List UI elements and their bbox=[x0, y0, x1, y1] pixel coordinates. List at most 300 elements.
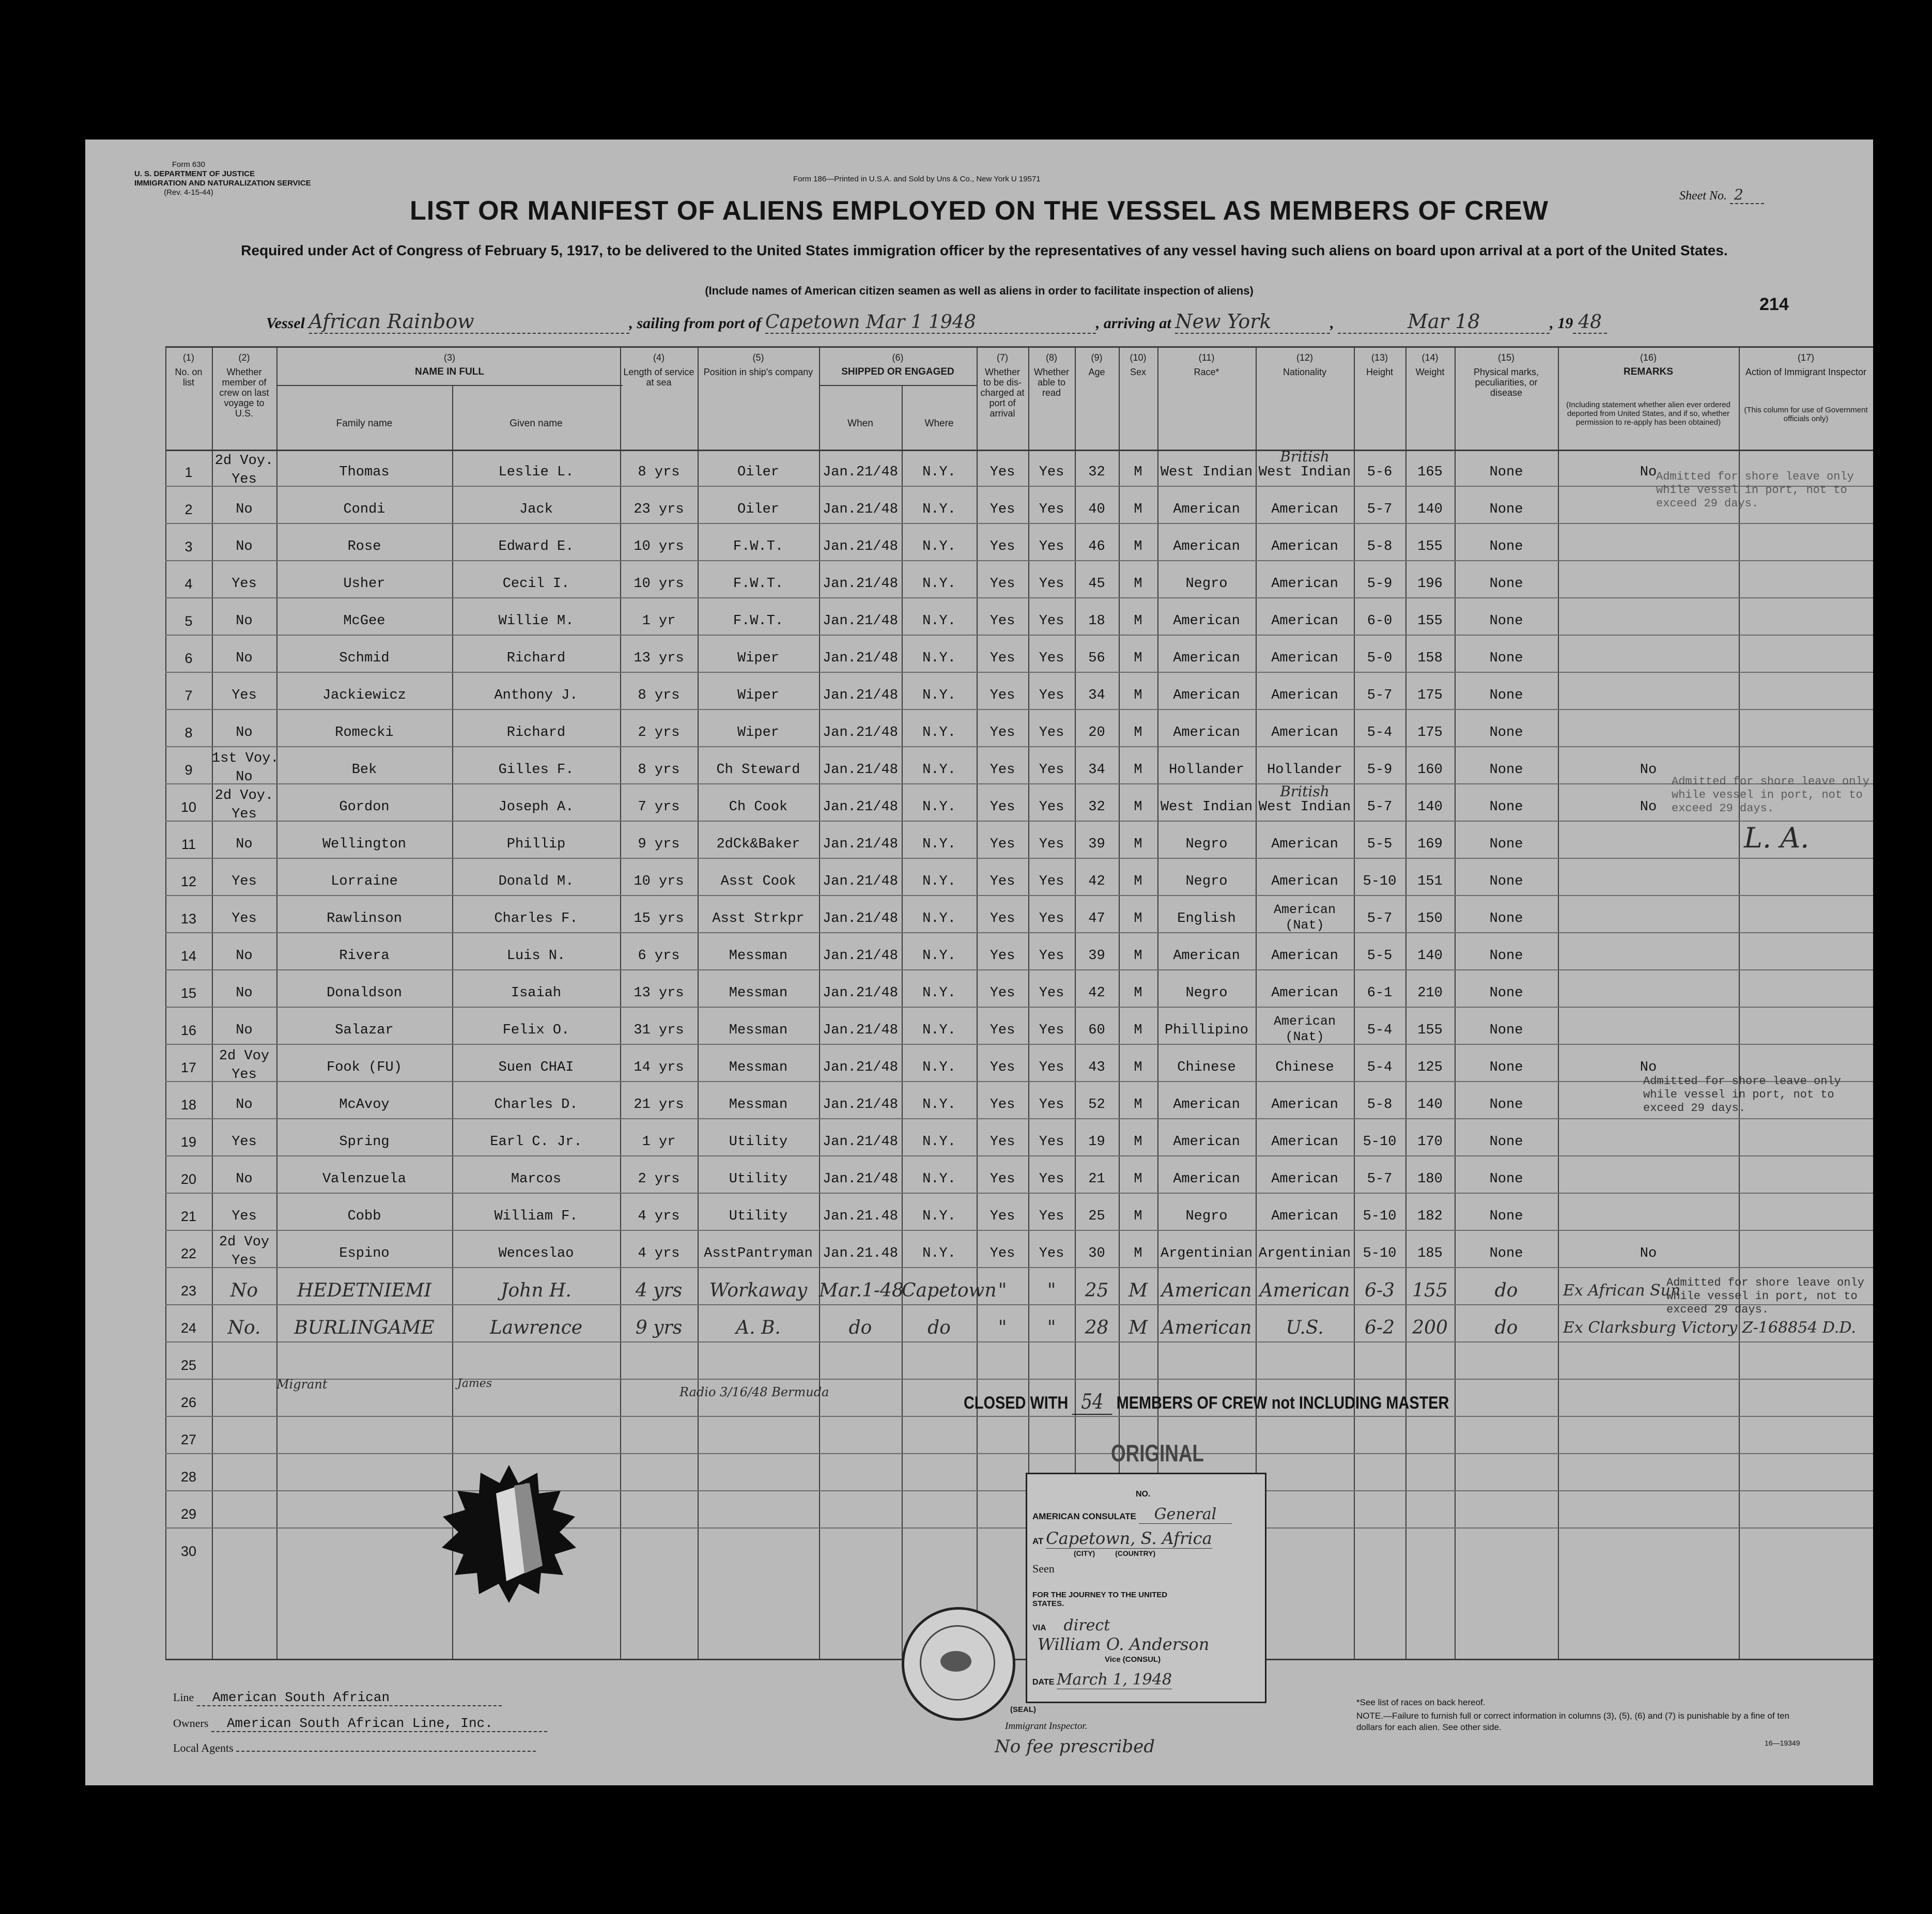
cell-discharged: Yes bbox=[990, 465, 1015, 480]
cell-family-name bbox=[276, 1495, 452, 1533]
cell-age: 47 bbox=[1088, 911, 1105, 927]
cell-age: 25 bbox=[1088, 1209, 1105, 1224]
table-row bbox=[85, 1533, 1873, 1570]
column-number: (15) bbox=[1497, 352, 1514, 363]
cell-position: F.W.T. bbox=[733, 613, 784, 629]
cell-race: Negro bbox=[1185, 985, 1228, 1001]
cell-age: 34 bbox=[1088, 762, 1105, 778]
cell-sex: M bbox=[1134, 911, 1142, 927]
column-label: Height bbox=[1366, 367, 1394, 377]
cell-last-voyage: Yes bbox=[231, 874, 257, 889]
cell-family-name: Salazar bbox=[335, 1023, 394, 1038]
cell-discharged: Yes bbox=[990, 651, 1015, 666]
cell-able-to-read: Yes bbox=[1039, 502, 1064, 517]
cell-position: Oiler bbox=[737, 502, 779, 517]
column-number: (16) bbox=[1640, 352, 1657, 363]
cell-weight: 170 bbox=[1417, 1134, 1443, 1150]
cell-discharged: " bbox=[998, 1317, 1007, 1338]
cell-last-voyage: No. bbox=[227, 1317, 261, 1338]
cell-service-length: 13 yrs bbox=[633, 985, 684, 1001]
cell-row-number: 15 bbox=[180, 985, 197, 1001]
table-row bbox=[85, 1347, 1873, 1384]
cell-position bbox=[698, 1495, 819, 1533]
cell-height: 5-8 bbox=[1367, 1097, 1393, 1113]
cell-physical-marks: None bbox=[1489, 576, 1523, 592]
cell-row-number: 13 bbox=[180, 911, 197, 927]
table-row bbox=[85, 1421, 1873, 1458]
cell-able-to-read: Yes bbox=[1039, 837, 1064, 852]
cell-able-to-read: Yes bbox=[1039, 762, 1064, 778]
include-note: (Include names of American citizen seamen as well as aliens in order to facilitate inspection of aliens) bbox=[705, 284, 1254, 297]
cell-discharged: Yes bbox=[990, 502, 1015, 517]
cell-service-length: 4 yrs bbox=[635, 1280, 683, 1301]
arriving-label: , arriving at bbox=[1095, 315, 1171, 332]
cell-weight: 200 bbox=[1412, 1317, 1448, 1338]
cell-sex: M bbox=[1134, 502, 1142, 517]
row24-given-note: James bbox=[457, 1377, 492, 1390]
stamp-no-label: NO. bbox=[1136, 1490, 1151, 1499]
cell-physical-marks bbox=[1455, 1347, 1558, 1384]
cell-discharged: Yes bbox=[990, 1246, 1015, 1261]
cell-last-voyage: No bbox=[236, 948, 253, 964]
vessel-line: Vessel African Rainbow , sailing from port of Capetown Mar 1 1948 , arriving at New York , Mar 18 , 19 48 bbox=[266, 310, 1607, 334]
cell-shipped-when: Jan.21/48 bbox=[823, 799, 898, 815]
cell-family-name: Valenzuela bbox=[322, 1171, 407, 1187]
department: U. S. DEPARTMENT OF JUSTICE bbox=[134, 169, 255, 178]
cell-shipped-where bbox=[902, 1533, 977, 1570]
table-row bbox=[85, 751, 1873, 789]
cell-physical-marks: None bbox=[1489, 688, 1523, 703]
cell-shipped-when: Jan.21/48 bbox=[823, 688, 898, 703]
cell-shipped-where: N.Y. bbox=[922, 651, 956, 666]
cell-shipped-when: Jan.21/48 bbox=[823, 1097, 898, 1113]
column-number: (14) bbox=[1421, 352, 1439, 363]
cell-family-name: Donaldson bbox=[327, 985, 402, 1001]
original-stamp: ORIGINAL bbox=[1111, 1440, 1204, 1467]
cell-height bbox=[1354, 1421, 1405, 1458]
cell-family-name: Condi bbox=[343, 502, 385, 517]
cell-able-to-read bbox=[1028, 1421, 1075, 1458]
table-row bbox=[85, 1049, 1873, 1086]
cell-row-number: 26 bbox=[180, 1395, 197, 1410]
arriving-value: New York bbox=[1175, 310, 1330, 334]
cell-physical-marks: None bbox=[1489, 1209, 1523, 1224]
closed-with-note bbox=[964, 1390, 1449, 1414]
cell-able-to-read: Yes bbox=[1039, 688, 1064, 703]
cell-weight: 160 bbox=[1417, 762, 1443, 778]
cell-race: American bbox=[1161, 1317, 1252, 1338]
cell-discharged: Yes bbox=[990, 576, 1015, 592]
cell-last-voyage: No bbox=[236, 613, 253, 629]
cell-position: F.W.T. bbox=[733, 576, 784, 592]
cell-shipped-where: N.Y. bbox=[922, 1097, 956, 1113]
ribbon-seal bbox=[437, 1462, 581, 1607]
cell-row-number: 5 bbox=[184, 613, 193, 629]
cell-height: 5-7 bbox=[1367, 688, 1393, 703]
row24-radio-note: Radio 3/16/48 Bermuda bbox=[679, 1385, 829, 1399]
cell-remarks bbox=[1558, 1421, 1739, 1458]
admitted-note-2: Admitted for shore leave only while vessel in port, not to exceed 29 days. bbox=[1672, 775, 1869, 815]
cell-race: American bbox=[1161, 1280, 1252, 1301]
cell-height: 5-4 bbox=[1367, 725, 1393, 740]
cell-position: Ch Cook bbox=[729, 799, 788, 815]
cell-row-number: 4 bbox=[184, 576, 193, 592]
cell-service-length: 6 yrs bbox=[638, 948, 680, 964]
cell-discharged: Yes bbox=[990, 688, 1015, 703]
cell-age: 46 bbox=[1088, 539, 1105, 554]
table-row bbox=[85, 677, 1873, 714]
table-row bbox=[85, 448, 1873, 491]
cell-height: 5-10 bbox=[1363, 1134, 1397, 1150]
cell-row-number: 9 bbox=[184, 762, 193, 778]
cell-shipped-where: N.Y. bbox=[922, 1023, 956, 1038]
cell-service-length: 13 yrs bbox=[633, 651, 684, 666]
journey-label: FOR THE JOURNEY TO THE UNITED STATES. bbox=[1032, 1591, 1168, 1608]
column-number: (11) bbox=[1198, 352, 1215, 363]
cell-height: 5-10 bbox=[1363, 874, 1397, 889]
column-label: Age bbox=[1088, 367, 1105, 377]
cell-nationality: American (Nat) bbox=[1273, 902, 1336, 933]
admitted-note-4: Admitted for shore leave only while vessel in port, not to exceed 29 days. bbox=[1666, 1276, 1864, 1316]
cell-last-voyage: No bbox=[236, 1171, 253, 1187]
cell-weight bbox=[1405, 1495, 1455, 1533]
cell-last-voyage: Yes bbox=[231, 807, 257, 822]
column-number: (10) bbox=[1130, 352, 1147, 363]
table-row bbox=[85, 783, 1873, 826]
column-label: Action of Immigrant Inspector bbox=[1745, 367, 1867, 377]
cell-service-length bbox=[620, 1347, 698, 1384]
cell-position: AsstPantryman bbox=[704, 1246, 813, 1261]
cell-remarks bbox=[1558, 1161, 1739, 1198]
cell-weight: 155 bbox=[1417, 613, 1443, 629]
column-number: (8) bbox=[1046, 352, 1057, 363]
cell-shipped-when bbox=[819, 1421, 902, 1458]
page-number: 214 bbox=[1759, 295, 1789, 314]
cell-race: American bbox=[1173, 651, 1240, 666]
cell-weight: 158 bbox=[1417, 651, 1443, 666]
cell-remarks bbox=[1558, 528, 1739, 565]
cell-remarks bbox=[1558, 603, 1739, 640]
cell-last-voyage: No bbox=[236, 1097, 253, 1113]
cell-weight bbox=[1405, 1533, 1455, 1570]
cell-physical-marks bbox=[1455, 1421, 1558, 1458]
cell-able-to-read: Yes bbox=[1039, 613, 1064, 629]
vessel-value: African Rainbow bbox=[309, 310, 629, 334]
cell-shipped-when bbox=[819, 1533, 902, 1570]
cell-remarks bbox=[1558, 1123, 1739, 1161]
cell-family-name: Rivera bbox=[339, 948, 390, 964]
cell-able-to-read: Yes bbox=[1039, 576, 1064, 592]
cell-service-length: 1 yr bbox=[642, 1134, 676, 1150]
seal-label: (SEAL) bbox=[1010, 1705, 1036, 1714]
cell-sex: M bbox=[1134, 874, 1142, 889]
cell-height: 5-8 bbox=[1367, 539, 1393, 554]
cell-family-name: Romecki bbox=[335, 725, 394, 740]
cell-age: 20 bbox=[1088, 725, 1105, 740]
cell-family-name: Bek bbox=[351, 762, 377, 778]
cell-physical-marks: None bbox=[1489, 725, 1523, 740]
cell-family-name: Spring bbox=[339, 1134, 390, 1150]
cell-physical-marks: None bbox=[1489, 799, 1523, 815]
cell-discharged bbox=[977, 1458, 1028, 1495]
cell-discharged: Yes bbox=[990, 1171, 1015, 1187]
cell-age: 42 bbox=[1088, 985, 1105, 1001]
cell-nationality: American bbox=[1271, 1209, 1338, 1224]
cell-height: 5-10 bbox=[1363, 1209, 1397, 1224]
cell-service-length: 8 yrs bbox=[638, 688, 680, 703]
cell-shipped-when: Jan.21/48 bbox=[823, 948, 898, 964]
cell-service-length: 23 yrs bbox=[633, 502, 684, 517]
cell-shipped-where bbox=[902, 1421, 977, 1458]
cell-race: Hollander bbox=[1169, 762, 1244, 778]
cell-nationality: American bbox=[1271, 688, 1338, 703]
cell-weight: 125 bbox=[1417, 1060, 1443, 1075]
cell-position: Oiler bbox=[737, 465, 779, 480]
cell-shipped-when: Jan.21/48 bbox=[823, 465, 898, 480]
at-value: Capetown, S. Africa bbox=[1046, 1529, 1212, 1548]
line-label: Line bbox=[173, 1691, 194, 1704]
cell-able-to-read: Yes bbox=[1039, 985, 1064, 1001]
cell-height: 5-9 bbox=[1367, 762, 1393, 778]
cell-shipped-when: Jan.21/48 bbox=[823, 874, 898, 889]
subheader-when: When bbox=[847, 418, 873, 429]
cell-remarks bbox=[1558, 937, 1739, 975]
arrival-date: Mar 18 bbox=[1338, 310, 1550, 334]
cell-nationality: U.S. bbox=[1286, 1317, 1324, 1338]
cell-last-voyage: No bbox=[236, 725, 253, 740]
cell-given-name: Wenceslao bbox=[498, 1246, 574, 1261]
cell-remarks: Ex Clarksburg Victory Z-168854 D.D. bbox=[1563, 1319, 1856, 1337]
cell-remarks: No bbox=[1640, 465, 1657, 480]
cell-family-name bbox=[276, 1421, 452, 1458]
cell-sex: M bbox=[1129, 1280, 1148, 1301]
table-row bbox=[85, 826, 1873, 863]
cell-weight: 165 bbox=[1417, 465, 1443, 480]
cell-able-to-read: Yes bbox=[1039, 1060, 1064, 1075]
cell-weight: 182 bbox=[1417, 1209, 1443, 1224]
date-label: DATE bbox=[1032, 1678, 1055, 1687]
cell-race bbox=[1157, 1347, 1256, 1384]
cell-race: Negro bbox=[1185, 576, 1228, 592]
cell-given-name: John H. bbox=[501, 1280, 571, 1301]
cell-last-voyage: Yes bbox=[231, 1209, 257, 1224]
column-number: (9) bbox=[1091, 352, 1103, 363]
cell-weight: 196 bbox=[1417, 576, 1443, 592]
column-label: Sex bbox=[1130, 367, 1147, 377]
cell-given-name bbox=[452, 1421, 620, 1458]
cell-last-voyage: Yes bbox=[231, 1134, 257, 1150]
cell-row-number: 25 bbox=[180, 1357, 197, 1373]
cell-service-length: 1 yr bbox=[642, 613, 676, 629]
cell-remarks: No bbox=[1640, 799, 1657, 815]
cell-row-number: 30 bbox=[180, 1543, 197, 1559]
cell-row-number: 14 bbox=[180, 948, 197, 964]
table-row bbox=[85, 1458, 1873, 1495]
cell-service-length bbox=[620, 1421, 698, 1458]
cell-given-name: Donald M. bbox=[498, 874, 574, 889]
cell-service-length bbox=[620, 1533, 698, 1570]
cell-race: West Indian bbox=[1160, 465, 1253, 480]
cell-position: 2dCk&Baker bbox=[716, 837, 800, 852]
cell-sex: M bbox=[1134, 613, 1142, 629]
footer-line bbox=[173, 1690, 502, 1706]
cell-last-voyage: Yes bbox=[231, 1067, 257, 1083]
cell-service-length: 21 yrs bbox=[633, 1097, 684, 1113]
cell-position bbox=[698, 1421, 819, 1458]
column-label: Whether member of crew on last voyage to U.S. bbox=[219, 367, 269, 419]
cell-race: Chinese bbox=[1177, 1060, 1236, 1075]
stamp-at bbox=[1032, 1529, 1212, 1548]
consulate-label: AMERICAN CONSULATE bbox=[1032, 1511, 1136, 1521]
cell-physical-marks: None bbox=[1489, 1060, 1523, 1075]
cell-remarks bbox=[1558, 826, 1739, 863]
cell-shipped-where: N.Y. bbox=[922, 1060, 956, 1075]
cell-sex: M bbox=[1134, 539, 1142, 554]
cell-family-name: Jackiewicz bbox=[322, 688, 407, 703]
cell-row-number: 10 bbox=[180, 799, 197, 815]
cell-able-to-read: Yes bbox=[1039, 799, 1064, 815]
cell-physical-marks: None bbox=[1489, 874, 1523, 889]
cell-service-length: 10 yrs bbox=[633, 576, 684, 592]
cell-nationality: American (Nat) bbox=[1273, 1014, 1336, 1044]
cell-shipped-where: N.Y. bbox=[922, 1246, 956, 1261]
cell-remarks bbox=[1558, 975, 1739, 1012]
cell-position: Utility bbox=[729, 1171, 788, 1187]
cell-physical-marks: None bbox=[1489, 502, 1523, 517]
cell-service-length bbox=[620, 1458, 698, 1495]
cell-last-voyage bbox=[212, 1421, 276, 1458]
cell-shipped-when: Jan.21/48 bbox=[823, 1060, 898, 1075]
cell-physical-marks: None bbox=[1489, 1097, 1523, 1113]
cell-sex: M bbox=[1129, 1317, 1148, 1338]
cell-remarks bbox=[1558, 1495, 1739, 1533]
cell-row-number: 24 bbox=[180, 1320, 197, 1336]
table-bottom-border bbox=[165, 1659, 1873, 1660]
cell-age: 39 bbox=[1088, 948, 1105, 964]
cell-given-name: Phillip bbox=[506, 837, 566, 852]
cell-physical-marks: None bbox=[1489, 911, 1523, 927]
cell-row-number: 19 bbox=[180, 1134, 197, 1150]
printer-line: Form 186—Printed in U.S.A. and Sold by Uns & Co., New York U 19571 bbox=[793, 175, 1041, 183]
cell-given-name: William F. bbox=[494, 1209, 578, 1224]
cell-height bbox=[1354, 1533, 1405, 1570]
cell-row-number: 29 bbox=[180, 1506, 197, 1522]
cell-row-number: 27 bbox=[180, 1432, 197, 1447]
cell-shipped-when bbox=[819, 1347, 902, 1384]
cell-discharged: Yes bbox=[990, 874, 1015, 889]
table-row bbox=[85, 491, 1873, 528]
column-label: REMARKS bbox=[1623, 366, 1674, 377]
cell-race: American bbox=[1173, 613, 1240, 629]
cell-discharged: Yes bbox=[990, 1060, 1015, 1075]
cell-nationality: American bbox=[1271, 874, 1338, 889]
cell-position: Asst Strkpr bbox=[712, 911, 805, 927]
cell-weight: 140 bbox=[1417, 1097, 1443, 1113]
cell-nationality: American bbox=[1271, 613, 1338, 629]
vessel-label: Vessel bbox=[266, 315, 305, 332]
cell-discharged: Yes bbox=[990, 911, 1015, 927]
cell-given-name: Jack bbox=[519, 502, 553, 517]
cell-shipped-where: N.Y. bbox=[922, 799, 956, 815]
cell-able-to-read: Yes bbox=[1039, 948, 1064, 964]
cell-row-number: 3 bbox=[184, 539, 193, 554]
remarks-note: (Including statement whether alien ever ordered deported from United States, and if so, whether permission to re-apply has been obtained) bbox=[1566, 400, 1730, 427]
cell-weight: 140 bbox=[1417, 502, 1443, 517]
owners-value: American South African Line, Inc. bbox=[211, 1716, 547, 1732]
cell-nationality: American bbox=[1271, 1134, 1338, 1150]
cell-position: Wiper bbox=[737, 688, 779, 703]
footer-agents bbox=[173, 1741, 536, 1755]
cell-physical-marks: None bbox=[1489, 948, 1523, 964]
cell-able-to-read: Yes bbox=[1039, 1171, 1064, 1187]
cell-height bbox=[1354, 1495, 1405, 1533]
cell-shipped-when: Jan.21/48 bbox=[823, 985, 898, 1001]
subheader-divider bbox=[276, 385, 623, 386]
cell-physical-marks: do bbox=[1494, 1317, 1518, 1338]
cell-row-number: 28 bbox=[180, 1469, 197, 1485]
cell-remarks: Ex African Sun bbox=[1563, 1282, 1681, 1300]
cell-physical-marks: None bbox=[1489, 985, 1523, 1001]
cell-height: 6-2 bbox=[1365, 1317, 1395, 1338]
column-label: Whether able to read bbox=[1033, 367, 1070, 398]
cell-last-voyage bbox=[212, 1458, 276, 1495]
cell-shipped-when: do bbox=[848, 1317, 872, 1338]
line-value: American South African bbox=[197, 1690, 502, 1706]
cell-shipped-when: Jan.21/48 bbox=[823, 576, 898, 592]
cell-nationality: American bbox=[1271, 576, 1338, 592]
cell-sex: M bbox=[1134, 725, 1142, 740]
cell-voyage-note: 2d Voy. bbox=[214, 453, 274, 469]
cell-physical-marks bbox=[1455, 1495, 1558, 1533]
column-label: Race* bbox=[1194, 367, 1219, 377]
cell-nationality bbox=[1256, 1495, 1354, 1533]
closed-count: 54 bbox=[1072, 1390, 1112, 1415]
cell-weight: 155 bbox=[1417, 539, 1443, 554]
cell-given-name: Edward E. bbox=[498, 539, 574, 554]
cell-service-length bbox=[620, 1495, 698, 1533]
cell-height: 6-1 bbox=[1367, 985, 1393, 1001]
cell-remarks: No bbox=[1640, 1060, 1657, 1075]
column-number: (3) bbox=[444, 352, 455, 363]
cell-shipped-when: Jan.21.48 bbox=[823, 1209, 898, 1224]
cell-last-voyage: No bbox=[236, 769, 253, 785]
cell-position: Wiper bbox=[737, 651, 779, 666]
cell-discharged: Yes bbox=[990, 613, 1015, 629]
via-label: VIA bbox=[1032, 1624, 1046, 1632]
subheader-where: Where bbox=[924, 418, 954, 429]
cell-shipped-where: N.Y. bbox=[922, 539, 956, 554]
cell-shipped-where: N.Y. bbox=[922, 502, 956, 517]
cell-able-to-read: Yes bbox=[1039, 1246, 1064, 1261]
cell-last-voyage: No bbox=[236, 651, 253, 666]
cell-discharged: " bbox=[998, 1280, 1007, 1301]
cell-shipped-where: N.Y. bbox=[922, 762, 956, 778]
cell-family-name bbox=[276, 1533, 452, 1570]
cell-weight: 155 bbox=[1412, 1280, 1448, 1301]
cell-height: 5-6 bbox=[1367, 465, 1393, 480]
cell-discharged: Yes bbox=[990, 762, 1015, 778]
subheader-divider bbox=[819, 385, 977, 386]
city-country-label: (CITY) (COUNTRY) bbox=[1074, 1549, 1156, 1557]
cell-nationality-note: British bbox=[1280, 448, 1330, 465]
cell-weight: 150 bbox=[1417, 911, 1443, 927]
cell-sex: M bbox=[1134, 1060, 1142, 1075]
cell-last-voyage bbox=[212, 1495, 276, 1533]
admitted-note-3: Admitted for shore leave only while vessel in port, not to exceed 29 days. bbox=[1643, 1075, 1841, 1115]
cell-physical-marks: None bbox=[1489, 539, 1523, 554]
table-row bbox=[85, 603, 1873, 640]
cell-height: 5-7 bbox=[1367, 1171, 1393, 1187]
